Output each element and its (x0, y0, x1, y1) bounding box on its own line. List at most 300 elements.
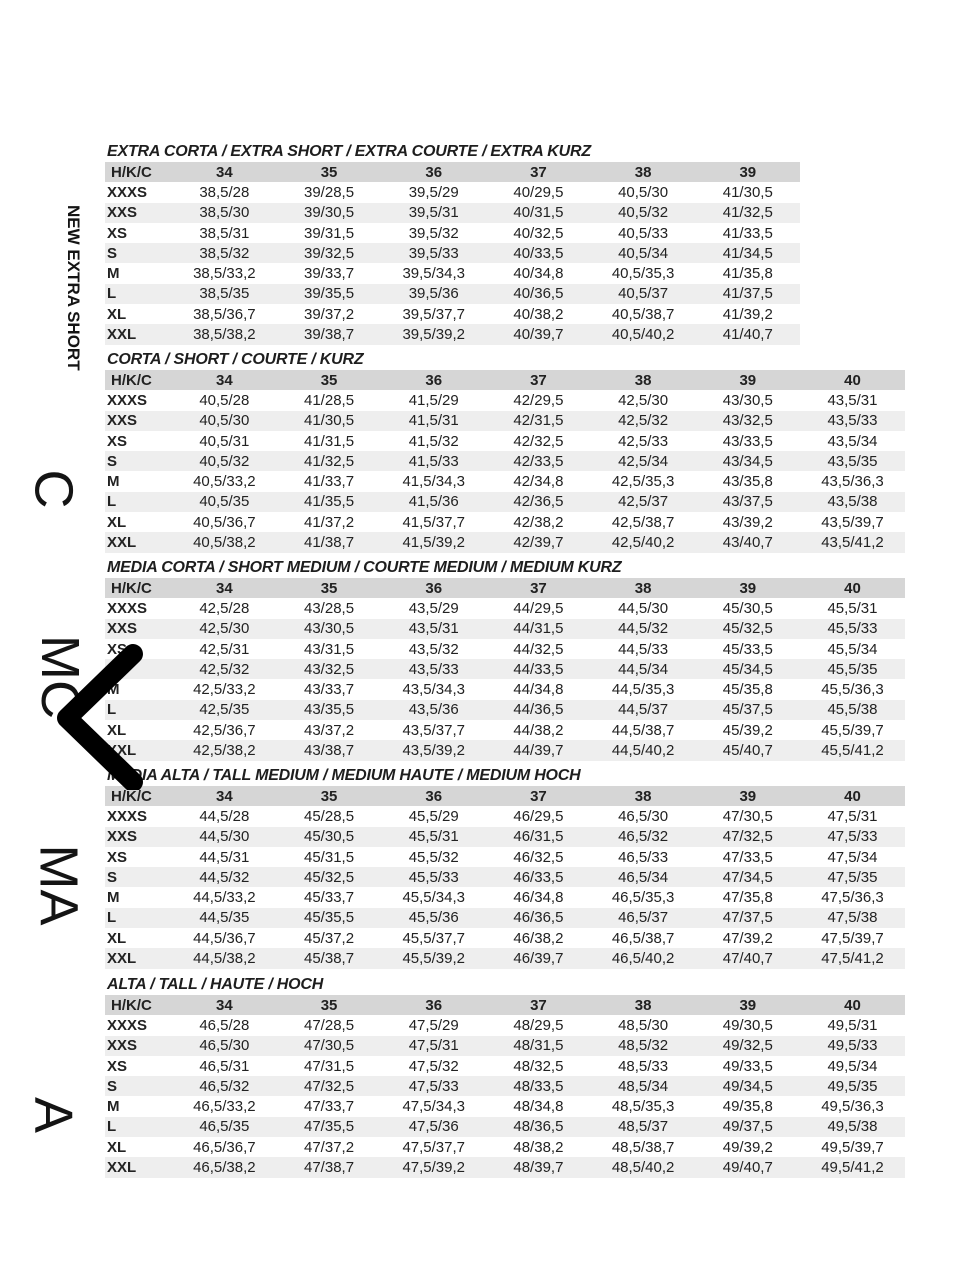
size-value: 42/33,5 (486, 451, 591, 471)
size-label: XXXS (107, 599, 148, 617)
table-row (105, 1076, 905, 1096)
table-row (105, 431, 905, 451)
length-header: 37 (486, 162, 591, 182)
side-label-mc: MC (29, 635, 90, 719)
size-value: 40/32,5 (513, 224, 564, 242)
size-value: 39,5/37,7 (402, 305, 465, 323)
length-header: 34 (172, 370, 277, 390)
size-value: 38,5/36,7 (193, 305, 256, 323)
size-value: 42,5/37 (591, 492, 696, 512)
size-value: 41,5/37,7 (402, 513, 465, 531)
length-header: 36 (381, 162, 486, 182)
size-value: 44,5/28 (199, 807, 250, 825)
size-label: XS (107, 1057, 128, 1075)
size-value: 42/29,5 (513, 391, 564, 409)
size-value: 41/33,7 (304, 473, 355, 491)
size-value: 44/32,5 (513, 640, 564, 658)
size-value: 43/35,8 (722, 473, 773, 491)
table-row (105, 1117, 905, 1137)
size-value: 44/34,8 (513, 681, 564, 699)
size-value: 45/30,5 (722, 599, 773, 617)
size-table (105, 162, 800, 345)
size-label: XS (107, 640, 128, 658)
size-label: S (105, 867, 172, 887)
length-header: 36 (381, 995, 486, 1015)
size-value: 42,5/35,3 (611, 473, 675, 491)
size-value: 46,5/35,3 (611, 889, 675, 907)
size-value: 47/32,5 (277, 1076, 382, 1096)
size-value: 46,5/33 (618, 848, 669, 866)
size-value: 41,5/31 (381, 411, 486, 431)
size-value: 47/35,5 (277, 1117, 382, 1137)
size-value: 43/28,5 (304, 599, 355, 617)
table-row (105, 639, 905, 659)
table-row (105, 411, 905, 431)
size-value: 42,5/32 (591, 411, 696, 431)
size-value: 45,5/39,7 (821, 721, 884, 739)
hkc-header: H/K/C (105, 995, 172, 1015)
size-value: 46/36,5 (486, 908, 591, 928)
size-value: 40/31,5 (486, 203, 591, 223)
size-value: 44,5/38,2 (172, 948, 277, 968)
size-value: 49,5/39,7 (821, 1138, 884, 1156)
length-header: 34 (172, 162, 277, 182)
size-value: 39/31,5 (304, 224, 355, 242)
section-title: CORTA / SHORT / COURTE / KURZ (107, 351, 364, 368)
size-value: 42/31,5 (486, 411, 591, 431)
size-value: 39/38,7 (277, 324, 382, 344)
size-table (105, 370, 905, 553)
size-value: 45/34,5 (695, 659, 800, 679)
table-row (105, 948, 905, 968)
size-value: 46,5/31 (199, 1057, 250, 1075)
size-value: 49/39,2 (722, 1138, 773, 1156)
size-value: 46,5/38,7 (611, 929, 675, 947)
table-row (105, 324, 800, 344)
size-value: 45,5/34 (827, 640, 878, 658)
size-value: 44,5/37 (591, 700, 696, 720)
size-value: 38,5/31 (199, 224, 250, 242)
size-value: 49,5/31 (827, 1016, 878, 1034)
size-value: 45,5/35 (800, 659, 905, 679)
side-label-new-extra-short: NEW EXTRA SHORT (64, 205, 83, 371)
size-value: 40/33,5 (486, 243, 591, 263)
size-value: 46,5/32 (591, 827, 696, 847)
size-label: S (105, 243, 172, 263)
size-value: 43,5/39,2 (381, 740, 486, 760)
size-value: 47,5/38 (800, 908, 905, 928)
size-value: 41/35,8 (722, 265, 773, 283)
size-value: 48/31,5 (486, 1036, 591, 1056)
size-value: 40,5/32 (591, 203, 696, 223)
size-value: 41/37,2 (304, 513, 355, 531)
size-value: 38,5/33,2 (193, 265, 256, 283)
size-value: 43,5/32 (408, 640, 459, 658)
size-value: 46,5/37 (591, 908, 696, 928)
side-label-a: A (23, 1096, 83, 1134)
length-header: 40 (800, 578, 905, 598)
size-value: 47/33,7 (304, 1098, 355, 1116)
size-value: 44,5/35,3 (611, 681, 675, 699)
hkc-header: H/K/C (105, 786, 172, 806)
section-title: ALTA / TALL / HAUTE / HOCH (107, 976, 324, 993)
size-value: 45/30,5 (277, 827, 382, 847)
size-value: 44/38,2 (513, 721, 564, 739)
size-value: 40,5/31 (199, 432, 250, 450)
size-value: 41/28,5 (304, 391, 355, 409)
size-value: 49,5/36,3 (821, 1098, 884, 1116)
size-value: 42,5/30 (618, 391, 669, 409)
size-value: 43,5/34,3 (402, 681, 465, 699)
size-value: 45/37,2 (304, 929, 355, 947)
section-title: EXTRA CORTA / EXTRA SHORT / EXTRA COURTE / EXTRA KURZ (107, 143, 591, 160)
size-value: 46,5/28 (199, 1016, 250, 1034)
size-value: 47/34,5 (695, 867, 800, 887)
size-value: 47,5/33 (800, 827, 905, 847)
length-header: 39 (695, 786, 800, 806)
table-row (105, 908, 905, 928)
size-value: 44,5/32 (172, 867, 277, 887)
size-value: 41,5/34,3 (402, 473, 465, 491)
length-header: 37 (486, 786, 591, 806)
size-value: 40,5/33,2 (193, 473, 256, 491)
size-value: 42,5/38,2 (172, 740, 277, 760)
size-label: XXL (105, 532, 172, 552)
size-value: 45/31,5 (304, 848, 355, 866)
size-value: 45,5/38 (800, 700, 905, 720)
size-value: 45/38,7 (277, 948, 382, 968)
size-value: 48/34,8 (513, 1098, 564, 1116)
size-value: 43/32,5 (695, 411, 800, 431)
size-value: 43/33,5 (722, 432, 773, 450)
size-value: 46,5/36,7 (193, 1138, 256, 1156)
size-value: 41,5/33 (381, 451, 486, 471)
length-header: 39 (695, 995, 800, 1015)
size-value: 44,5/32 (591, 619, 696, 639)
table-row (105, 1137, 905, 1157)
size-value: 48/36,5 (486, 1117, 591, 1137)
size-value: 40,5/35,3 (611, 265, 675, 283)
size-value: 46/33,5 (486, 867, 591, 887)
size-value: 45,5/41,2 (800, 740, 905, 760)
size-value: 48,5/33 (618, 1057, 669, 1075)
size-label: XXL (105, 324, 172, 344)
size-label: XL (107, 721, 127, 739)
side-label-ma: MA (28, 844, 89, 926)
size-value: 48/32,5 (513, 1057, 564, 1075)
size-value: 43/38,7 (277, 740, 382, 760)
size-label: XXL (105, 1157, 172, 1177)
size-value: 45,5/36,3 (821, 681, 884, 699)
size-value: 46,5/34 (591, 867, 696, 887)
table-row (105, 263, 800, 283)
hkc-header: H/K/C (105, 578, 172, 598)
size-value: 49,5/41,2 (800, 1157, 905, 1177)
back-button[interactable] (45, 640, 155, 790)
chevron-left-icon (45, 640, 155, 790)
size-value: 40,5/34 (591, 243, 696, 263)
size-value: 47/30,5 (277, 1036, 382, 1056)
table-row (105, 182, 800, 202)
size-value: 39,5/32 (408, 224, 459, 242)
size-value: 41/31,5 (304, 432, 355, 450)
size-value: 48,5/40,2 (591, 1157, 696, 1177)
size-value: 46,5/33,2 (193, 1098, 256, 1116)
size-value: 45,5/31 (381, 827, 486, 847)
size-label: XL (107, 929, 127, 947)
table-row (105, 700, 905, 720)
size-value: 40,5/40,2 (591, 324, 696, 344)
size-value: 49,5/38 (800, 1117, 905, 1137)
table-row (105, 598, 905, 618)
size-label: M (107, 681, 120, 699)
size-value: 43/33,7 (304, 681, 355, 699)
length-header: 34 (172, 786, 277, 806)
size-value: 39/37,2 (304, 305, 355, 323)
size-value: 42,5/33,2 (193, 681, 256, 699)
size-value: 47/37,2 (304, 1138, 355, 1156)
table-row (105, 1015, 905, 1035)
size-value: 49/37,5 (695, 1117, 800, 1137)
size-value: 47,5/31 (827, 807, 878, 825)
length-header: 35 (277, 578, 382, 598)
size-value: 43,5/34 (827, 432, 878, 450)
size-value: 42,5/36,7 (193, 721, 256, 739)
table-row (105, 847, 905, 867)
size-value: 45,5/36 (381, 908, 486, 928)
size-value: 44,5/30 (618, 599, 669, 617)
size-value: 49/30,5 (722, 1016, 773, 1034)
size-value: 48/33,5 (486, 1076, 591, 1096)
size-value: 39,5/39,2 (381, 324, 486, 344)
size-label: XXS (105, 827, 172, 847)
size-value: 45/32,5 (277, 867, 382, 887)
size-value: 44/29,5 (513, 599, 564, 617)
size-value: 43,5/31 (381, 619, 486, 639)
length-header: 36 (381, 578, 486, 598)
size-value: 45,5/33 (800, 619, 905, 639)
size-value: 47,5/39,7 (821, 929, 884, 947)
size-value: 39/35,5 (277, 284, 382, 304)
size-label: XS (107, 224, 128, 242)
size-value: 41/30,5 (722, 183, 773, 201)
header-row (105, 995, 905, 1015)
length-header: 38 (591, 578, 696, 598)
size-value: 47/32,5 (695, 827, 800, 847)
size-value: 40/29,5 (513, 183, 564, 201)
table-row (105, 619, 905, 639)
size-value: 44,5/36,7 (193, 929, 256, 947)
size-label: XXS (105, 411, 172, 431)
size-value: 47,5/31 (381, 1036, 486, 1056)
size-value: 40,5/38,2 (172, 532, 277, 552)
size-value: 45/39,2 (722, 721, 773, 739)
size-value: 46,5/30 (172, 1036, 277, 1056)
size-value: 48,5/34 (591, 1076, 696, 1096)
length-header: 40 (800, 370, 905, 390)
size-value: 46/31,5 (486, 827, 591, 847)
size-value: 46/39,7 (486, 948, 591, 968)
header-row (105, 162, 800, 182)
size-value: 42/36,5 (486, 492, 591, 512)
size-value: 42,5/38,7 (611, 513, 675, 531)
table-row (105, 659, 905, 679)
size-label: XXS (105, 1036, 172, 1056)
size-value: 47,5/34,3 (402, 1098, 465, 1116)
length-header: 35 (277, 162, 382, 182)
size-value: 44,5/33,2 (193, 889, 256, 907)
size-label: XXL (105, 740, 172, 760)
size-value: 43/30,5 (722, 391, 773, 409)
size-value: 47,5/35 (800, 867, 905, 887)
size-value: 46,5/30 (618, 807, 669, 825)
size-value: 43/31,5 (304, 640, 355, 658)
size-label: XXL (105, 948, 172, 968)
size-table (105, 578, 905, 761)
size-value: 47,5/37,7 (402, 1138, 465, 1156)
size-label: XXS (105, 619, 172, 639)
size-value: 42/32,5 (513, 432, 564, 450)
size-value: 42,5/30 (172, 619, 277, 639)
size-value: 47,5/36,3 (821, 889, 884, 907)
size-value: 45/40,7 (695, 740, 800, 760)
size-label: XS (107, 432, 128, 450)
table-row (105, 887, 905, 907)
size-value: 49/33,5 (722, 1057, 773, 1075)
size-value: 49/34,5 (695, 1076, 800, 1096)
length-header: 34 (172, 578, 277, 598)
table-row (105, 243, 800, 263)
size-label: XL (107, 1138, 127, 1156)
size-value: 43,5/29 (408, 599, 459, 617)
size-value: 39,5/34,3 (402, 265, 465, 283)
table-row (105, 867, 905, 887)
size-value: 45/28,5 (304, 807, 355, 825)
size-value: 43/35,5 (277, 700, 382, 720)
size-value: 47,5/41,2 (800, 948, 905, 968)
header-row (105, 370, 905, 390)
size-value: 41/40,7 (695, 324, 800, 344)
size-value: 47/35,8 (722, 889, 773, 907)
table-row (105, 1096, 905, 1116)
size-value: 41,5/36 (381, 492, 486, 512)
table-row (105, 304, 800, 324)
size-value: 47/33,5 (722, 848, 773, 866)
table-row (105, 1036, 905, 1056)
size-value: 39,5/31 (381, 203, 486, 223)
size-value: 44,5/35 (172, 908, 277, 928)
size-value: 45,5/32 (408, 848, 459, 866)
size-label: XXXS (107, 183, 148, 201)
size-value: 46/38,2 (513, 929, 564, 947)
size-value: 38,5/30 (172, 203, 277, 223)
size-value: 45/37,5 (695, 700, 800, 720)
size-value: 40,5/35 (172, 492, 277, 512)
size-value: 38,5/28 (199, 183, 250, 201)
size-value: 44/33,5 (486, 659, 591, 679)
section-title: MEDIA CORTA / SHORT MEDIUM / COURTE MEDIUM / MEDIUM KURZ (107, 559, 622, 576)
size-value: 41,5/39,2 (381, 532, 486, 552)
length-header: 40 (800, 995, 905, 1015)
length-header: 40 (800, 786, 905, 806)
size-value: 43/39,2 (722, 513, 773, 531)
table-row (105, 284, 800, 304)
size-value: 45,5/37,7 (402, 929, 465, 947)
size-value: 39,5/36 (381, 284, 486, 304)
size-value: 44/39,7 (486, 740, 591, 760)
size-value: 43,5/41,2 (800, 532, 905, 552)
length-header: 37 (486, 995, 591, 1015)
size-value: 39/28,5 (304, 183, 355, 201)
size-value: 43,5/33 (800, 411, 905, 431)
size-value: 48,5/37 (591, 1117, 696, 1137)
size-value: 41/33,5 (722, 224, 773, 242)
table-row (105, 390, 905, 410)
length-header: 39 (695, 162, 800, 182)
length-header: 37 (486, 578, 591, 598)
length-header: 38 (591, 786, 696, 806)
size-value: 44,5/38,7 (611, 721, 675, 739)
size-value: 40,5/30 (172, 411, 277, 431)
size-value: 42/39,7 (486, 532, 591, 552)
size-value: 44,5/33 (618, 640, 669, 658)
size-table (105, 995, 905, 1178)
table-row (105, 512, 905, 532)
size-value: 40,5/36,7 (193, 513, 256, 531)
size-value: 41/32,5 (695, 203, 800, 223)
table-row (105, 720, 905, 740)
size-value: 49,5/35 (800, 1076, 905, 1096)
size-label: XL (107, 305, 127, 323)
length-header: 36 (381, 786, 486, 806)
size-label: L (105, 908, 172, 928)
size-value: 48,5/32 (591, 1036, 696, 1056)
length-header: 36 (381, 370, 486, 390)
size-value: 41/34,5 (695, 243, 800, 263)
size-value: 41,5/32 (408, 432, 459, 450)
size-value: 48,5/35,3 (611, 1098, 675, 1116)
size-value: 44/31,5 (486, 619, 591, 639)
table-row (105, 679, 905, 699)
size-label: XXXS (107, 807, 148, 825)
size-value: 45,5/34,3 (402, 889, 465, 907)
size-value: 40,5/32 (172, 451, 277, 471)
length-header: 39 (695, 578, 800, 598)
table-row (105, 223, 800, 243)
size-value: 45,5/39,2 (381, 948, 486, 968)
size-value: 45/33,7 (304, 889, 355, 907)
size-value: 44,5/40,2 (591, 740, 696, 760)
size-value: 41/32,5 (277, 451, 382, 471)
size-value: 44,5/31 (199, 848, 250, 866)
size-value: 43,5/33 (381, 659, 486, 679)
size-value: 47/31,5 (304, 1057, 355, 1075)
size-value: 47,5/32 (408, 1057, 459, 1075)
size-label: L (105, 1117, 172, 1137)
size-value: 40/39,7 (486, 324, 591, 344)
size-value: 45/35,8 (722, 681, 773, 699)
size-value: 40,5/30 (618, 183, 669, 201)
size-value: 41,5/29 (408, 391, 459, 409)
table-row (105, 451, 905, 471)
size-label: M (107, 889, 120, 907)
size-label: L (105, 700, 172, 720)
header-row (105, 786, 905, 806)
size-value: 44,5/30 (172, 827, 277, 847)
length-header: 37 (486, 370, 591, 390)
size-table (105, 786, 905, 969)
header-row (105, 578, 905, 598)
